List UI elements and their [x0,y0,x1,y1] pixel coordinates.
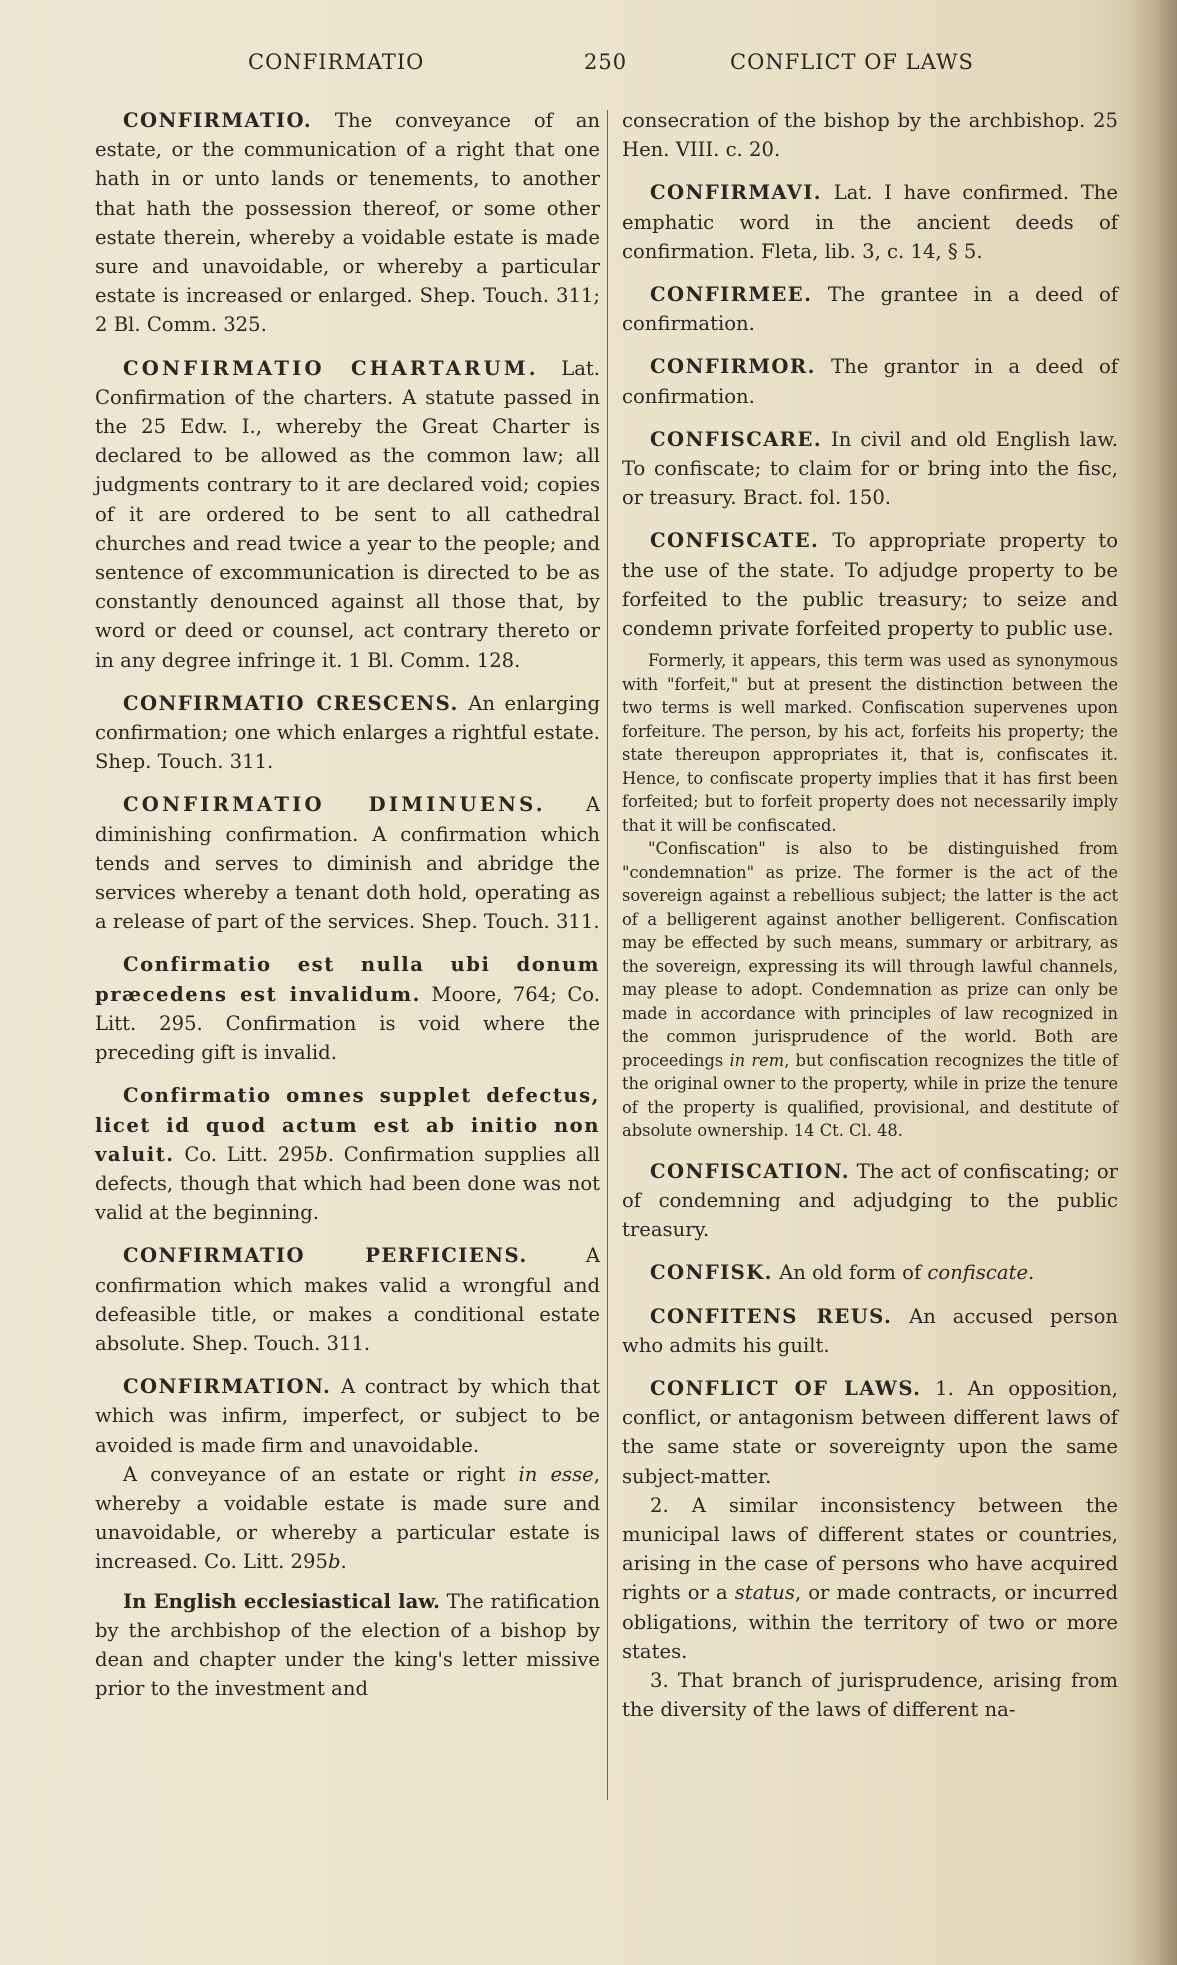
headword: CONFISCATE. [650,529,820,553]
entry-confirmatio-perficiens [95,1241,600,1358]
left-column [95,106,600,1717]
latin-maxim: Confirmatio omnes supplet defectus, licet id quod actum est ab initio non valuit. [95,1084,600,1166]
definition: The grantor in a deed of confirmation. [622,355,1118,408]
entry-confitens-reus [622,1302,1118,1360]
note-paragraph [622,837,1118,1143]
headword: CONFIRMATIO PERFICIENS. [123,1244,528,1268]
definition-paragraph [622,1491,1118,1666]
headword: CONFITENS REUS. [650,1304,893,1328]
headword: CONFIRMATIO. [123,109,313,132]
entry-maxim-confirmatio-omnes [95,1081,600,1227]
definition: A diminishing confirmation. A confirmation which tends and serves to diminish and abridge the services whereby a tenant doth hold, operating as a release of part of the services. Shep. Touch. 311. [95,793,600,934]
entry-confirmatio [95,106,600,340]
headword: CONFIRMATIO DIMINUENS. [123,793,546,817]
headword: CONFISCATION. [650,1159,851,1183]
latin-maxim: Confirmatio est nulla ubi donum præcedens est invalidum. [95,953,600,1006]
definition: A confirmation which makes valid a wrongful and defeasible title, or makes a conditional estate absolute. Shep. Touch. 311. [95,1244,600,1355]
headword: CONFIRMOR. [650,355,816,379]
definition: A contract by which that which was infirm, imperfect, or subject to be avoided is made firm and unavoidable. [95,1375,600,1457]
definition-text: A conveyance of an estate or right [123,1462,519,1486]
header-right-guide-word: CONFLICT OF LAWS [730,50,974,74]
entry-maxim-confirmatio-est-nulla [95,950,600,1067]
definition-paragraph [95,1587,600,1704]
note-text: , but confiscation recognizes the title of the original owner to the property, while in prize the tenure of the property is qualified, provisional, and destitute of absolute ownership. 14 Ct. Cl. 48. [622,1050,1119,1141]
headword: CONFIRMAVI. [650,181,822,205]
definition-paragraph: 3. That branch of jurisprudence, arising from the diversity of the laws of different na- [622,1669,1118,1722]
headword: CONFISK. [650,1261,773,1285]
page-number: 250 [584,50,628,74]
entry-confiscare [622,425,1118,513]
definition: 1. An opposition, conflict, or antagonism between different laws of the same state or sovereignty upon the same subject-matter. [622,1376,1118,1488]
entry-conflict-of-laws [622,1374,1118,1724]
definition: Moore, 764; Co. Litt. 295. Confirmation is void where the preceding gift is invalid. [95,982,600,1065]
headword: CONFIRMATIO CHARTARUM. [123,356,539,380]
definition: The conveyance of an estate, or the communication of a right that one hath in or unto lands or tenements, to another that hath the possession thereof, or some other estate therein, whereby a voidable estate is made sure and unavoidable, or whereby a particular estate is increased or enlarged. Shep. Touch. 311; 2 Bl. Comm. 325. [95,109,600,337]
right-column [622,106,1118,1738]
entry-confirmation [95,1372,600,1703]
book-spine-shadow [1129,0,1177,1965]
definition: The grantee in a deed of confirmation. [622,283,1118,336]
definition-text: The ratification by the archbishop of the election of a bishop by dean and chapter under the king's letter missive prior to the investment and [95,1589,600,1701]
entry-confirmee [622,280,1118,338]
latin-term: status [734,1581,795,1605]
entry-confiscate [622,526,1118,643]
note-text: "Confiscation" is also to be distinguished from "condemnation" as prize. The former is the act of the sovereign against a rebellious subject; the latter is the act of a belligerent against another belligerent. Confiscation may be effected by such means, summary or arbitrary, as the sovereign, expressing its will through lawful channels, may please to adopt. Condemnation as prize can only be made in accordance with principles of law recognized in the common jurisprudence of the world. Both are proceedings [622,839,1118,1070]
header-left-guide-word: CONFIRMATIO [248,50,425,74]
note-paragraph: Formerly, it appears, this term was used as synonymous with "forfeit," but at present the distinction between the two terms is well marked. Confiscation supervenes upon forfeiture. The person, by his act, forfeits his property; the state thereupon appropriates it, that is, confiscates it. Hence, to confiscate property implies that it has first been forfeited; but to forfeit property does not necessarily imply that it will be confiscated. [622,651,1118,835]
definition-text: 2. A similar inconsistency between the municipal laws of different states or countries, arising in the case of persons who have acquired rights or a [622,1493,1118,1605]
definition: An old form of [772,1261,928,1285]
headword: CONFLICT OF LAWS. [650,1376,922,1400]
latin-term: in esse [518,1462,594,1486]
headword: CONFIRMATION. [123,1375,332,1399]
definition: An enlarging confirmation; one which enlarges a rightful estate. Shep. Touch. 311. [95,691,600,774]
entry-confirmavi [622,178,1118,266]
entry-continuation: consecration of the bishop by the archbishop. 25 Hen. VIII. c. 20. [622,109,1118,162]
subheading: In English ecclesiastical law. [123,1589,440,1613]
headword: CONFIRMEE. [650,283,813,307]
definition-paragraph [95,1460,600,1577]
commentary-note [622,649,1118,1143]
running-header [248,50,1008,82]
definition-text: , or made contracts, or incurred obligations, within the territory of two or more states. [622,1581,1118,1663]
entry-confirmatio-diminuens [95,790,600,936]
headword: CONFISCARE. [650,427,823,451]
entry-confiscation [622,1157,1118,1245]
entry-confirmatio-chartarum [95,354,600,675]
citation-suffix: b [315,1142,328,1166]
definition: An accused person who admits his guilt. [622,1304,1118,1357]
entry-confisk [622,1258,1118,1287]
definition-cont: . Confirmation supplies all defects, though that which had been done was not valid at the beginning. [95,1142,601,1225]
latin-term: in rem [729,1050,785,1070]
definition: Co. Litt. 295 [174,1142,316,1166]
definition-paragraph [622,1374,1118,1491]
cross-reference: confiscate. [927,1261,1035,1285]
definition-text: . [340,1550,347,1574]
definition: To appropriate property to the use of the state. To adjudge property to be forfeited to the public treasury; to seize and condemn private forfeited property to public use. [622,529,1118,641]
definition: The act of confiscating; or of condemning and adjudging to the public treasury. [622,1159,1118,1242]
definition: Lat. I have confirmed. The emphatic word in the ancient deeds of confirmation. Fleta, lib. 3, c. 14, § 5. [622,181,1118,263]
citation-suffix: b [327,1550,341,1574]
definition-text: , whereby a voidable estate is made sure and unavoidable, or whereby a particular estate is increased. Co. Litt. 295 [95,1462,600,1574]
entry-confirmatio-crescens [95,689,600,777]
column-divider [607,110,608,1800]
definition: In civil and old English law. To confiscate; to claim for or bring into the fisc, or treasury. Bract. fol. 150. [622,427,1118,510]
definition: Lat. Confirmation of the charters. A statute passed in the 25 Edw. I., whereby the Great Charter is declared to be allowed as the common law; all judgments contrary to it are declared void; copies of it are ordered to be sent to all cathedral churches and read twice a year to the people; and sentence of excommunication is directed to be as constantly denounced against all those that, by word or deed or counsel, act contrary thereto or in any degree infringe it. 1 Bl. Comm. 128. [95,356,600,672]
entry-confirmor [622,352,1118,410]
definition-paragraph [95,1372,600,1460]
headword: CONFIRMATIO CRESCENS. [123,691,459,715]
